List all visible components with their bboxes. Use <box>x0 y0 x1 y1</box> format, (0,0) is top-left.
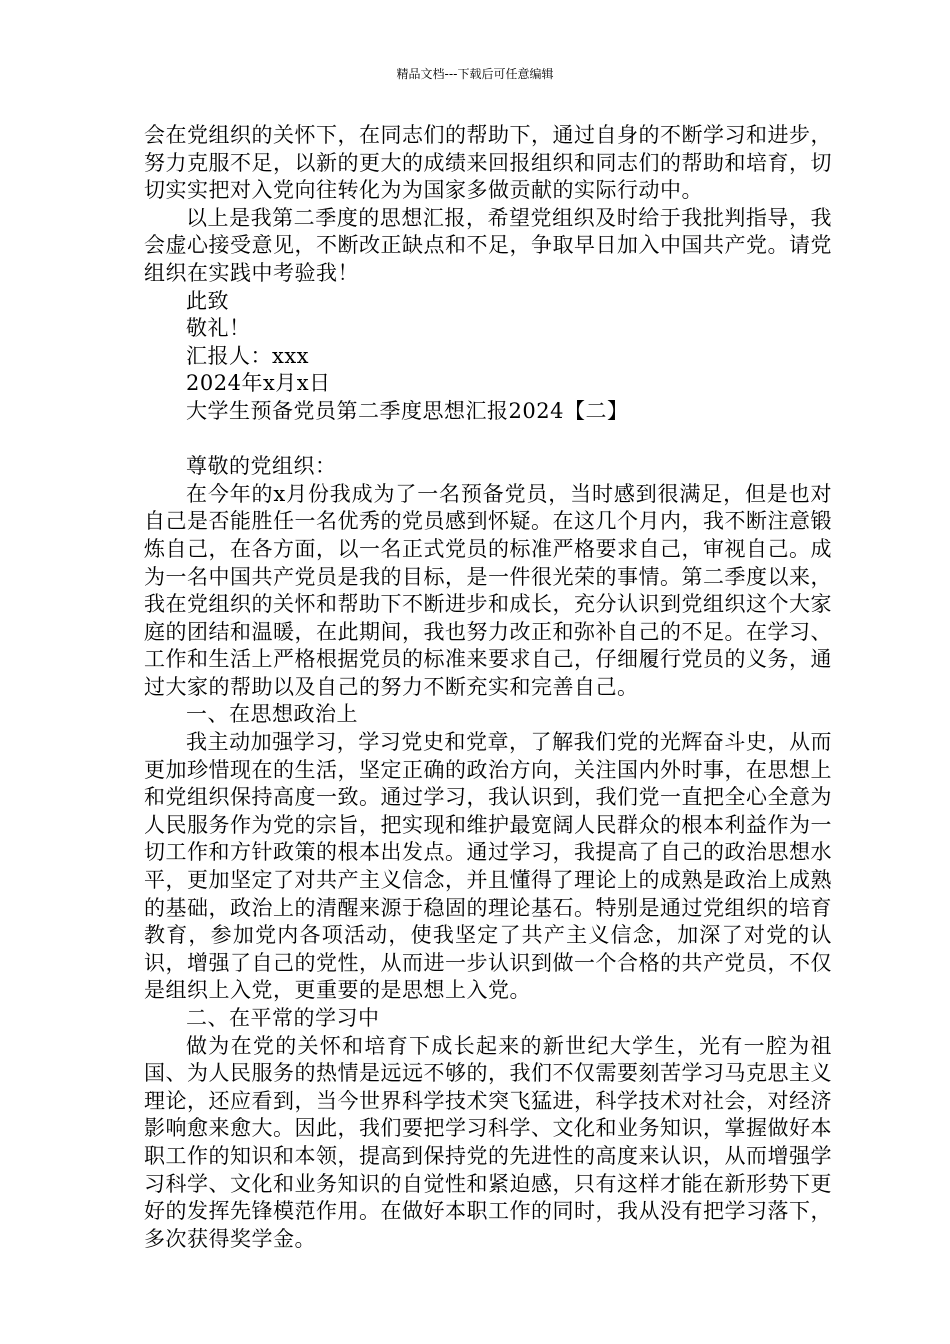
paragraph-conclusion: 以上是我第二季度的思想汇报，希望党组织及时给于我批判指导，我会虚心接受意见，不断改正缺点和不足，争取早日加入中国共产党。请党组织在实践中考验我！ <box>144 205 832 285</box>
paragraph-continued: 会在党组织的关怀下，在同志们的帮助下，通过自身的不断学习和进步，努力克服不足，以新的更大的成绩来回报组织和同志们的帮助和培育，切切实实把对入党向往转化为为国家多做贡献的实际行动中。 <box>144 123 832 203</box>
section-title: 大学生预备党员第二季度思想汇报2024【二】 <box>186 398 629 423</box>
reporter-line: 汇报人：xxx <box>186 343 310 368</box>
heading-study: 二、在平常的学习中 <box>186 1006 380 1030</box>
closing-line-1: 此致 <box>186 288 229 313</box>
closing-line-2: 敬礼！ <box>186 316 251 341</box>
paragraph-intro: 在今年的x月份我成为了一名预备党员，当时感到很满足，但是也对自己是否能胜任一名优秀的党员感到怀疑。在这几个月内，我不断注意锻炼自己，在各方面，以一名正式党员的标准严格要求自己，审视自己。成为一名中国共产党员是我的目标，是一件很光荣的事情。第二季度以来，我在党组织的关怀和帮助下不断进步和成长，充分认识到党组织这个大家庭的团结和温暖，在此期间，我也努力改正和弥补自己的不足。在学习、工作和生活上严格根据党员的标准来要求自己，仔细履行党员的义务，通过大家的帮助以及自己的努力不断充实和完善自己。 <box>144 481 832 699</box>
heading-political: 一、在思想政治上 <box>186 702 358 727</box>
paragraph-study: 做为在党的关怀和培育下成长起来的新世纪大学生，光有一腔为祖国、为人民服务的热情是远远不够的，我们不仅需要刻苦学习马克思主义理论，还应看到，当今世界科学技术突飞猛进，科学技术对社会，对经济影响愈来愈大。因此，我们要把学习科学、文化和业务知识，掌握做好本职工作的知识和本领，提高到保持党的先进性的高度来认识，从而增强学习科学、文化和业务知识的自觉性和紧迫感，只有这样才能在新形势下更好的发挥先锋模范作用。在做好本职工作的同时，我从没有把学习落下，多次获得奖学金。 <box>144 1033 832 1251</box>
salutation: 尊敬的党组织： <box>186 454 337 479</box>
page-header: 精品文档---下载后可任意编辑 <box>396 67 554 81</box>
paragraph-political: 我主动加强学习，学习党史和党章，了解我们党的光辉奋斗史，从而更加珍惜现在的生活，坚定正确的政治方向，关注国内外时事，在思想上和党组织保持高度一致。通过学习，我认识到，我们党一直把全心全意为人民服务作为党的宗旨，把实现和维护最宽阔人民群众的根本利益作为一切工作和方针政策的根本出发点。通过学习，我提高了自己的政治思想水平，更加坚定了对共产主义信念，并且懂得了理论上的成熟是政治上成熟的基础，政治上的清醒来源于稳固的理论基石。特别是通过党组织的培育教育，参加党内各项活动，使我坚定了共产主义信念，加深了对党的认识，增强了自己的党性，从而进一步认识到做一个合格的共产党员，不仅是组织上入党，更重要的是思想上入党。 <box>144 730 832 1003</box>
document-body <box>144 122 832 1253</box>
blank-line <box>144 426 832 454</box>
date-line: 2024年x月x日 <box>186 371 331 396</box>
